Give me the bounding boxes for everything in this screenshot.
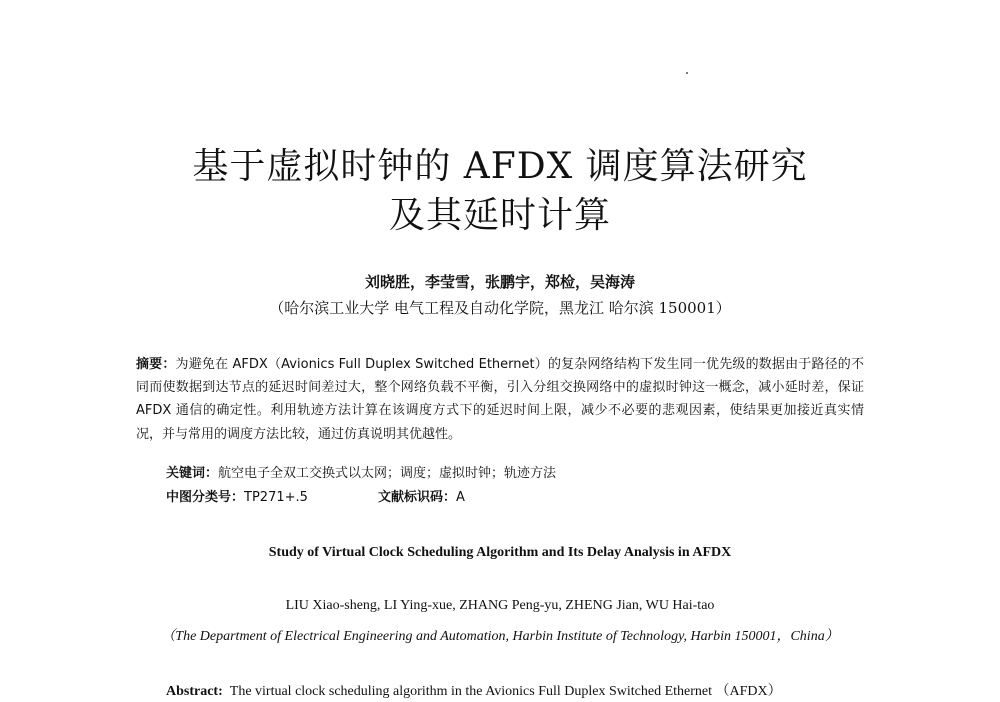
doc-code-label: 文献标识码： [378, 490, 457, 505]
abstract-text: 为避免在 AFDX（Avionics Full Duplex Switched Ethernet）的复杂网络结构下发生同一优先级的数据由于路径的不同而使数据到达节点的延迟时间差过大，整个网络负载不平衡，引入分组交换网络中的虚拟时钟这一概念，减小延时差，保证 AFDX 通信的确定性。利用轨迹方法计算在该调度方式下的延迟时间上限，减少不必要的悲观因素，使结果更加接近真实情况，并与常用的调度方法比较，通过仿真说明其优越性。 [136, 357, 864, 442]
english-title: Study of Virtual Clock Scheduling Algorithm and Its Delay Analysis in AFDX [268, 545, 732, 560]
affiliation: （哈尔滨工业大学 电气工程及自动化学院，黑龙江 哈尔滨 150001） [269, 299, 731, 317]
english-abstract [166, 680, 866, 700]
author-list: 刘晓胜，李莹雪，张鹏宇，郑检，吴海涛 [364, 273, 635, 291]
classification-line [166, 486, 465, 505]
abstract-label: 摘要： [136, 357, 176, 372]
clc-label: 中图分类号： [166, 490, 245, 505]
scan-speck [686, 72, 688, 74]
document-code [378, 486, 465, 505]
keywords-label: 关键词： [166, 466, 219, 481]
keywords-line [166, 462, 556, 481]
abstract-paragraph [136, 353, 864, 446]
english-abstract-label: Abstract: [166, 684, 223, 699]
paper-title-line-2: 及其延时计算 [388, 195, 611, 236]
paper-title-line-1: 基于虚拟时钟的 AFDX 调度算法研究 [192, 146, 808, 187]
doc-code-value: A [456, 490, 465, 505]
english-affiliation: （The Department of Electrical Engineering and Automation, Harbin Institute of Technology, Harbin 150001，China） [161, 629, 839, 644]
clc-value: TP271+.5 [244, 490, 308, 505]
english-authors: LIU Xiao-sheng, LI Ying-xue, ZHANG Peng-yu, ZHENG Jian, WU Hai-tao [285, 598, 715, 613]
english-abstract-text: The virtual clock scheduling algorithm in the Avionics Full Duplex Switched Ethernet （AFDX） [229, 684, 782, 699]
keywords-text: 航空电子全双工交换式以太网；调度；虚拟时钟；轨迹方法 [218, 466, 557, 481]
